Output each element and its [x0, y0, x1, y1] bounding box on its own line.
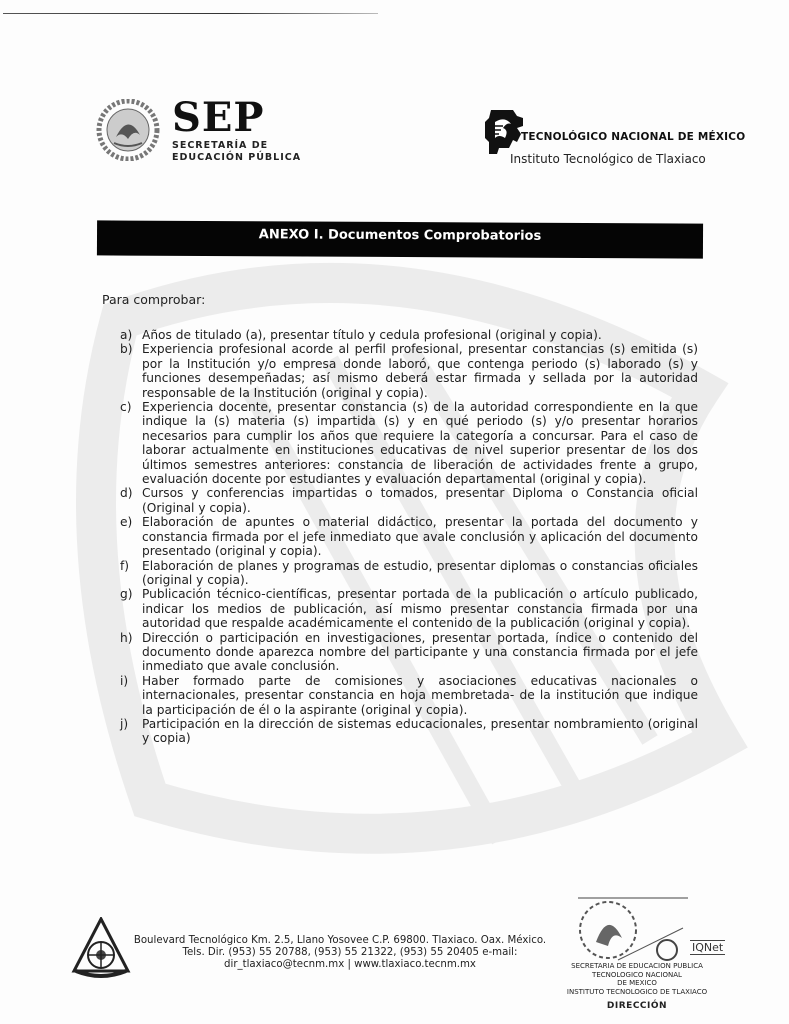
footer-contact	[133, 935, 550, 971]
item-marker: j)	[120, 716, 129, 731]
sep-title: SEP	[172, 94, 265, 141]
requirements-list	[120, 328, 698, 746]
item-text: Dirección o participación en investigaciones, presentar portada, índice o contenido del documento donde aparezca nombre del participante y una constancia firmada por el jefe inmediato que avale conclusión.	[142, 630, 698, 674]
mexico-seal-icon	[96, 99, 160, 161]
item-text: Participación en la dirección de sistemas educacionales, presentar nombramiento (original y copia)	[142, 716, 698, 746]
banner-title: ANEXO I. Documentos Comprobatorios	[258, 227, 542, 244]
item-marker: e)	[120, 515, 133, 530]
institute-name: Instituto Tecnológico de Tlaxiaco	[510, 152, 706, 166]
list-item	[120, 559, 698, 588]
item-text: Experiencia docente, presentar constancia (s) de la autoridad correspondiente en la que indique la (s) materia (s) impartida (s) y en qué periodo (s) y/o presentar horarios necesarios para cumplir los años que requiere la categoría a concursar. Para el caso de laborar actualmente en instituciones educativas de nivel superior presentar de los dos últimos semestres anteriores: constancia de liberación de actividades frente a grupo, evaluación docente por estudiantes y evaluación departamental (original y copia).	[142, 400, 698, 487]
footer-address: Boulevard Tecnológico Km. 2.5, Llano Yosovee C.P. 69800. Tlaxiaco. Oax. México.	[133, 935, 547, 946]
item-marker: h)	[120, 630, 133, 645]
list-item	[120, 674, 698, 717]
list-item	[120, 717, 698, 746]
list-item	[120, 400, 698, 486]
item-marker: c)	[120, 400, 132, 415]
stamp-line5: DIRECCIÓN	[606, 1001, 668, 1011]
scan-artifact-line	[3, 13, 378, 14]
item-marker: a)	[120, 328, 133, 342]
item-marker: f)	[120, 558, 130, 573]
item-text: Años de titulado (a), presentar título y cedula profesional (original y copia).	[142, 328, 602, 342]
item-marker: i)	[120, 673, 129, 688]
stamp-text	[566, 962, 708, 1011]
list-item	[120, 631, 698, 674]
list-item	[120, 587, 698, 630]
item-text: Cursos y conferencias impartidas o tomados, presentar Diploma o Constancia oficial (Original y copia).	[142, 486, 698, 515]
sep-logo	[172, 94, 302, 164]
tecnm-name: TECNOLÓGICO NACIONAL DE MÉXICO	[521, 131, 746, 143]
intro-text: Para comprobar:	[102, 292, 206, 307]
item-text: Elaboración de apuntes o material didáctico, presentar la portada del documento y constancia firmada por el jefe inmediato que avale conclusión y aplicación del documento presentado (original y copia).	[142, 515, 698, 559]
iqnet-logo: IQNet	[692, 941, 724, 954]
list-item	[120, 486, 698, 515]
stamp-line4: INSTITUTO TECNOLOGICO DE TLAXIACO	[566, 987, 708, 996]
list-item	[120, 328, 698, 342]
item-text: Elaboración de planes y programas de estudio, presentar diplomas o constancias oficiales (original y copia).	[142, 558, 698, 587]
section-banner	[97, 220, 703, 258]
item-text: Haber formado parte de comisiones y asociaciones educativas nacionales o internacionales, presentar constancia en hoja membretada- de la institución que indique la participación de él o la aspirante (original y copia).	[142, 673, 698, 717]
item-marker: b)	[120, 342, 133, 357]
stamp-line1: SECRETARIA DE EDUCACION PUBLICA	[571, 962, 703, 970]
footer-phones: Tels. Dir. (953) 55 20788, (953) 55 21322, (953) 55 20405 e-mail:	[182, 947, 518, 958]
item-text: Publicación técnico-científicas, presentar portada de la publicación o artículo publicado, indicar los medios de publicación, así mismo presentar constancia firmada por una autoridad que respalde académicamente el contenido de la publicación (original y copia).	[142, 587, 698, 631]
list-item	[120, 515, 698, 558]
sep-subtitle-line2: EDUCACIÓN PÚBLICA	[172, 152, 302, 163]
stamp-line2: TECNOLOGICO NACIONAL	[592, 970, 682, 979]
sep-subtitle-line1: SECRETARÍA DE	[172, 140, 269, 151]
list-item	[120, 342, 698, 400]
footer-contact-links: dir_tlaxiaco@tecnm.mx | www.tlaxiaco.tecnm.mx	[224, 959, 476, 970]
stamp-line3: DE MEXICO	[617, 979, 657, 987]
tecnm-gear-logo-icon	[483, 108, 525, 156]
item-marker: d)	[120, 486, 133, 501]
ittlaxiaco-emblem-icon	[70, 917, 132, 979]
item-marker: g)	[120, 587, 133, 602]
item-text: Experiencia profesional acorde al perfil profesional, presentar constancias (s) emitida (s) por la Institución y/o empresa donde laboró, que contenga periodo (s) laborado (s) y funciones desempeñadas; así mismo deberá estar firmada y sellada por la autoridad responsable de la Institución (original y copia).	[142, 342, 698, 400]
